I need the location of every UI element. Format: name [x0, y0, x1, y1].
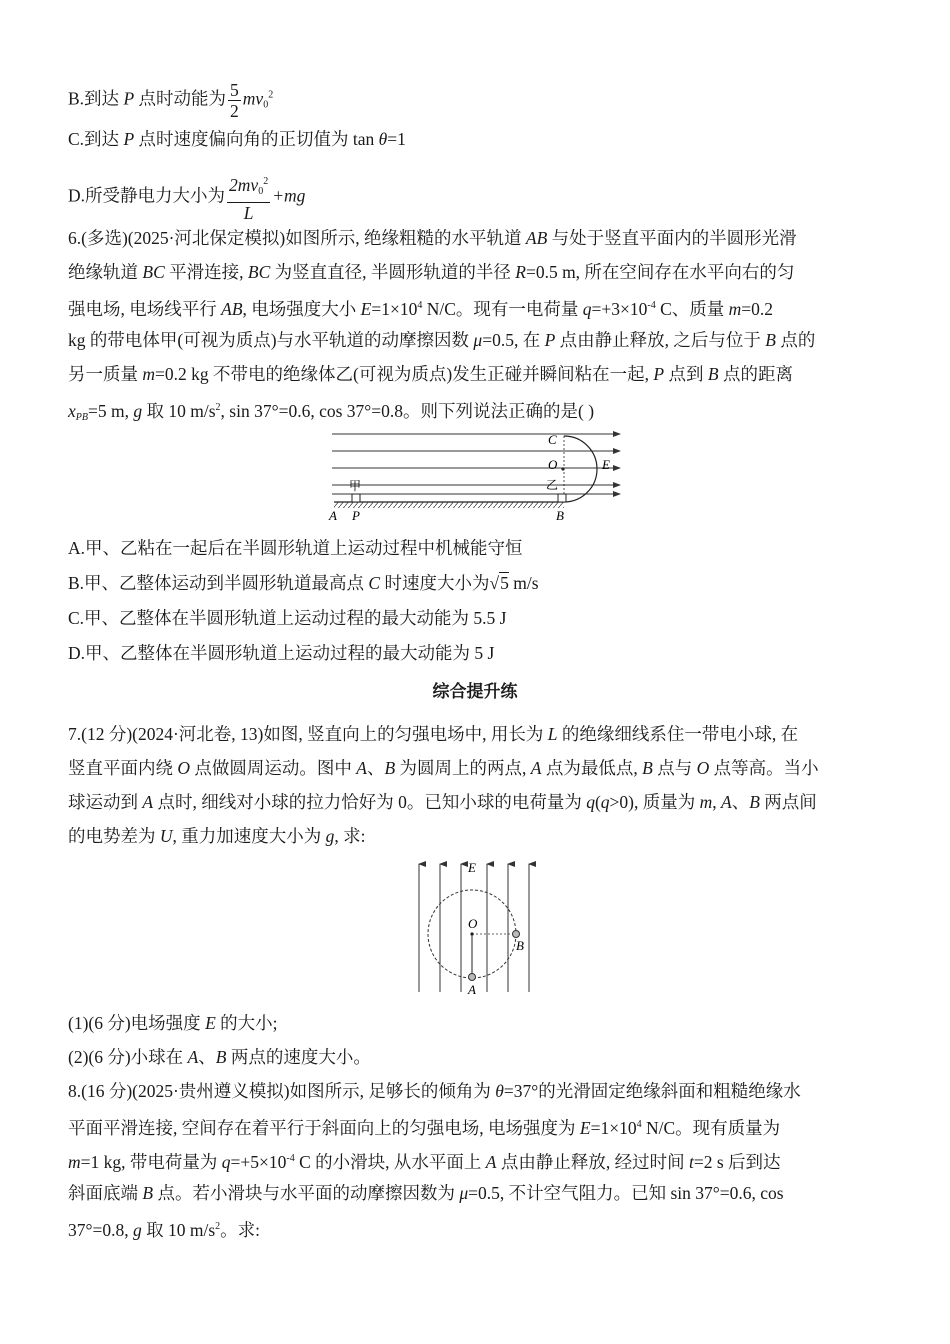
- option-b-prev: B.到达 P 点时动能为 $\frac{5}{2}$ $mv_0^2$: [68, 80, 274, 121]
- label-jia: 甲: [349, 479, 362, 493]
- q7-line-1: 7.(12 分)(2024·河北卷, 13)如图, 竖直向上的匀强电场中, 用长为 L 的绝缘细线系住一带电小球, 在: [68, 724, 799, 744]
- q7-sub-2: (2)(6 分)小球在 A、B 两点的速度大小。: [68, 1047, 371, 1067]
- label-b: B: [556, 508, 564, 523]
- q6-line-3: 强电场, 电场线平行 AB, 电场强度大小 $E=1\times 10^4$ N/C。现有一电荷量 $q=+3\times 10^{-4}$ C、质量 m=0.2: [68, 299, 774, 319]
- q8-line-2: 平面平滑连接, 空间存在着平行于斜面向上的匀强电场, 电场强度为 $E=1\times 10^4$ N/C。现有质量为: [68, 1118, 781, 1138]
- label-a-fig2: A: [468, 982, 476, 997]
- q6-option-c: C.甲、乙整体在半圆形轨道上运动过程的最大动能为 5.5 J: [68, 608, 507, 628]
- field-lines: [332, 434, 620, 494]
- option-d-prev: D.所受静电力大小为 $\frac{2mv_0^2}{L}$ +mg: [68, 172, 305, 223]
- q7-line-3: 球运动到 A 点时, 细线对小球的拉力恰好为 0。已知小球的电荷量为 q(q>0), 质量为 m, A、B 两点间: [68, 792, 817, 812]
- ball-a: [469, 974, 476, 981]
- center-o: [470, 932, 473, 935]
- label-a: A: [329, 508, 337, 523]
- q8-line-4: 斜面底端 B 点。若小滑块与水平面的动摩擦因数为 μ=0.5, 不计空气阻力。已知 sin 37°=0.6, cos: [68, 1183, 784, 1203]
- q6-line-5: 另一质量 m=0.2 kg 不带电的绝缘体乙(可视为质点)发生正碰并瞬间粘在一起, P 点到 B 点的距离: [68, 364, 793, 384]
- ground-hatch: [334, 502, 564, 508]
- sqrt-symbol: √5: [489, 573, 509, 593]
- figure-circular-motion: [410, 858, 540, 998]
- body-yi: [558, 494, 566, 502]
- ball-b: [513, 931, 520, 938]
- fraction-force: $\frac{2mv_0^2}{L}$: [227, 172, 270, 223]
- body-jia: [352, 494, 360, 502]
- q8-line-1: 8.(16 分)(2025·贵州遵义模拟)如图所示, 足够长的倾角为 θ=37°的光滑固定绝缘斜面和粗糙绝缘水: [68, 1081, 801, 1101]
- q7-line-4: 的电势差为 U, 重力加速度大小为 g, 求:: [68, 826, 366, 846]
- q6-line-1: 6.(多选)(2025·河北保定模拟)如图所示, 绝缘粗糙的水平轨道 AB 与处于竖直平面内的半圆形光滑: [68, 228, 797, 248]
- label-o-fig2: O: [468, 916, 478, 931]
- label-e: E: [602, 457, 610, 472]
- label-b-fig2: B: [516, 938, 524, 953]
- label-c: C: [548, 432, 557, 447]
- semicircle-track: [564, 436, 597, 502]
- option-c-prev: C.到达 P 点时速度偏向角的正切值为 tan θ=1: [68, 129, 406, 149]
- q6-option-a: A.甲、乙粘在一起后在半圆形轨道上运动过程中机械能守恒: [68, 538, 523, 558]
- section-heading: 综合提升练: [432, 682, 518, 702]
- center-point: [561, 467, 564, 470]
- label-o: O: [548, 457, 558, 472]
- label-p: P: [352, 508, 360, 523]
- q6-option-d: D.甲、乙整体在半圆形轨道上运动过程的最大动能为 5 J: [68, 643, 495, 663]
- q8-line-3: m=1 kg, 带电荷量为 $q=+5\times 10^{-4}$ C 的小滑块, 从水平面上 A 点由静止释放, 经过时间 t=2 s 后到达: [68, 1152, 781, 1172]
- fraction-5-2: $\frac{5}{2}$: [230, 80, 239, 121]
- q6-option-b: B.甲、乙整体运动到半圆形轨道最高点 C 时速度大小为√5 m/s: [68, 573, 539, 593]
- figure-semicircle-track: [320, 428, 630, 524]
- q6-line-2: 绝缘轨道 BC 平滑连接, BC 为竖直直径, 半圆形轨道的半径 R=0.5 m, 所在空间存在水平向右的匀: [68, 262, 795, 282]
- q6-line-4: kg 的带电体甲(可视为质点)与水平轨道的动摩擦因数 μ=0.5, 在 P 点由静止释放, 之后与位于 B 点的: [68, 330, 816, 350]
- q6-line-6: $x_{PB}=5$ m, g 取 10 $m/s^2$, sin 37°=0.6, cos 37°=0.8。则下列说法正确的是( ): [68, 401, 595, 423]
- label-yi: 乙: [546, 478, 559, 492]
- q8-line-5: 37°=0.8, g 取 10 $m/s^2$。求:: [68, 1220, 261, 1240]
- q7-line-2: 竖直平面内绕 O 点做圆周运动。图中 A、B 为圆周上的两点, A 点为最低点, B 点与 O 点等高。当小: [68, 758, 819, 778]
- q7-sub-1: (1)(6 分)电场强度 E 的大小;: [68, 1013, 278, 1033]
- label-e-fig2: E: [468, 860, 476, 875]
